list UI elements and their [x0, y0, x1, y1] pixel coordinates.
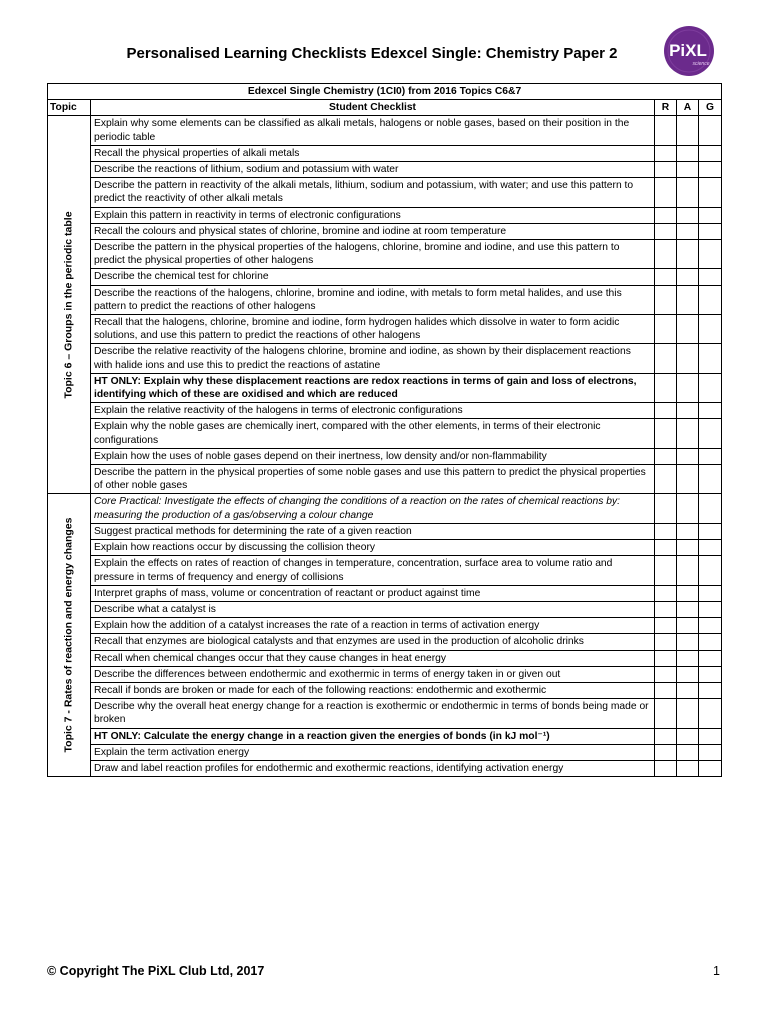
rag-cell-g[interactable]: [699, 403, 722, 419]
rag-cell-a[interactable]: [677, 145, 699, 161]
table-row: [48, 682, 722, 698]
checklist-table: [47, 83, 722, 777]
rag-cell-g[interactable]: [699, 618, 722, 634]
rag-cell-a[interactable]: [677, 285, 699, 314]
table-row: [48, 448, 722, 464]
checklist-item: Suggest practical methods for determining the rate of a given reaction: [91, 523, 655, 539]
checklist-item: Explain this pattern in reactivity in terms of electronic configurations: [91, 207, 655, 223]
table-row: [48, 494, 722, 523]
column-header-r: R: [655, 100, 677, 116]
table-row: [48, 315, 722, 344]
table-row: [48, 419, 722, 448]
checklist-item: Describe the pattern in the physical properties of some noble gases and use this pattern to predict the physical properties of other noble gases: [91, 465, 655, 494]
rag-cell-g[interactable]: [699, 269, 722, 285]
rag-cell-r[interactable]: [655, 373, 677, 402]
table-row: [48, 373, 722, 402]
rag-cell-g[interactable]: [699, 634, 722, 650]
rag-cell-r[interactable]: [655, 540, 677, 556]
table-row: [48, 285, 722, 314]
column-header-g: G: [699, 100, 722, 116]
checklist-item: HT ONLY: Explain why these displacement reactions are redox reactions in terms of gain and loss of electrons, identifying which of these are oxidised and which are reduced: [91, 373, 655, 402]
table-row: [48, 666, 722, 682]
checklist-item: Describe the differences between endothermic and exothermic in terms of energy taken in or given out: [91, 666, 655, 682]
table-row: [48, 585, 722, 601]
rag-cell-g[interactable]: [699, 315, 722, 344]
rag-cell-a[interactable]: [677, 666, 699, 682]
logo-subtext: science: [692, 61, 710, 67]
topic-label-cell: [48, 116, 91, 494]
rag-cell-a[interactable]: [677, 419, 699, 448]
rag-cell-r[interactable]: [655, 699, 677, 728]
rag-cell-a[interactable]: [677, 699, 699, 728]
rag-cell-a[interactable]: [677, 373, 699, 402]
column-header-checklist: Student Checklist: [91, 100, 655, 116]
table-row: [48, 540, 722, 556]
copyright-footer: © Copyright The PiXL Club Ltd, 2017: [47, 964, 265, 978]
rag-cell-r[interactable]: [655, 666, 677, 682]
table-row: [48, 178, 722, 207]
table-row: [48, 240, 722, 269]
checklist-item: Explain why the noble gases are chemically inert, compared with the other elements, in terms of their electronic configurations: [91, 419, 655, 448]
rag-cell-g[interactable]: [699, 465, 722, 494]
rag-cell-r[interactable]: [655, 207, 677, 223]
rag-cell-r[interactable]: [655, 448, 677, 464]
rag-cell-r[interactable]: [655, 403, 677, 419]
rag-cell-g[interactable]: [699, 585, 722, 601]
rag-cell-g[interactable]: [699, 556, 722, 585]
rag-cell-g[interactable]: [699, 760, 722, 776]
checklist-item: Describe the pattern in the physical properties of the halogens, chlorine, bromine and iodine, and use this pattern to predict the physical properties of other halogens: [91, 240, 655, 269]
table-row: [48, 116, 722, 145]
rag-cell-r[interactable]: [655, 315, 677, 344]
topic-label-cell: [48, 494, 91, 777]
checklist-item: Describe why the overall heat energy change for a reaction is exothermic or endothermic in terms of bonds being made or broken: [91, 699, 655, 728]
rag-cell-g[interactable]: [699, 116, 722, 145]
checklist-item: Draw and label reaction profiles for endothermic and exothermic reactions, identifying activation energy: [91, 760, 655, 776]
checklist-item: Explain the effects on rates of reaction of changes in temperature, concentration, surface area to volume ratio and pressure in terms of frequency and energy of collisions: [91, 556, 655, 585]
table-row: [48, 465, 722, 494]
rag-cell-a[interactable]: [677, 760, 699, 776]
checklist-item: Core Practical: Investigate the effects of changing the conditions of a reaction on the rates of chemical reactions by: measuring the production of a gas/observing a colour change: [91, 494, 655, 523]
checklist-item: HT ONLY: Calculate the energy change in a reaction given the energies of bonds (in kJ mol⁻¹): [91, 728, 655, 744]
checklist-item: Describe the reactions of the halogens, chlorine, bromine and iodine, with metals to form metal halides, and use this pattern to predict the reactions of other halogens: [91, 285, 655, 314]
rag-cell-g[interactable]: [699, 699, 722, 728]
rag-cell-g[interactable]: [699, 682, 722, 698]
column-header-a: A: [677, 100, 699, 116]
rag-cell-r[interactable]: [655, 223, 677, 239]
checklist-item: Recall the physical properties of alkali metals: [91, 145, 655, 161]
checklist-item: Explain the relative reactivity of the halogens in terms of electronic configurations: [91, 403, 655, 419]
rag-cell-g[interactable]: [699, 523, 722, 539]
rag-cell-g[interactable]: [699, 448, 722, 464]
rag-cell-g[interactable]: [699, 162, 722, 178]
rag-cell-g[interactable]: [699, 285, 722, 314]
table-row: [48, 744, 722, 760]
rag-cell-r[interactable]: [655, 116, 677, 145]
rag-cell-g[interactable]: [699, 240, 722, 269]
checklist-item: Describe the relative reactivity of the halogens chlorine, bromine and iodine, as shown by their displacement reactions with halide ions and use this to predict the reactions of astatine: [91, 344, 655, 373]
rag-cell-r[interactable]: [655, 465, 677, 494]
rag-cell-g[interactable]: [699, 650, 722, 666]
rag-cell-a[interactable]: [677, 523, 699, 539]
pixl-logo: [663, 25, 715, 77]
topic-label: Topic 6 – Groups in the periodic table: [62, 211, 75, 399]
rag-cell-g[interactable]: [699, 728, 722, 744]
rag-cell-a[interactable]: [677, 178, 699, 207]
checklist-item: Describe what a catalyst is: [91, 601, 655, 617]
rag-cell-r[interactable]: [655, 585, 677, 601]
rag-cell-g[interactable]: [699, 666, 722, 682]
table-row: [48, 403, 722, 419]
table-row: [48, 634, 722, 650]
rag-cell-r[interactable]: [655, 269, 677, 285]
rag-cell-g[interactable]: [699, 744, 722, 760]
rag-cell-g[interactable]: [699, 223, 722, 239]
rag-cell-r[interactable]: [655, 145, 677, 161]
table-row: [48, 145, 722, 161]
rag-cell-r[interactable]: [655, 162, 677, 178]
rag-cell-g[interactable]: [699, 601, 722, 617]
rag-cell-r[interactable]: [655, 601, 677, 617]
rag-cell-r[interactable]: [655, 728, 677, 744]
rag-cell-a[interactable]: [677, 556, 699, 585]
checklist-item: Recall the colours and physical states of chlorine, bromine and iodine at room temperature: [91, 223, 655, 239]
rag-cell-r[interactable]: [655, 556, 677, 585]
rag-cell-r[interactable]: [655, 240, 677, 269]
rag-cell-a[interactable]: [677, 618, 699, 634]
table-row: [48, 728, 722, 744]
rag-cell-a[interactable]: [677, 540, 699, 556]
topic-label: Topic 7 - Rates of reaction and energy changes: [62, 517, 75, 753]
rag-cell-a[interactable]: [677, 162, 699, 178]
checklist-item: Explain the term activation energy: [91, 744, 655, 760]
rag-cell-a[interactable]: [677, 601, 699, 617]
checklist-item: Explain how the uses of noble gases depend on their inertness, low density and/or non-flammability: [91, 448, 655, 464]
rag-cell-a[interactable]: [677, 465, 699, 494]
rag-cell-r[interactable]: [655, 682, 677, 698]
table-title: Edexcel Single Chemistry (1CI0) from 2016 Topics C6&7: [48, 84, 722, 100]
rag-cell-a[interactable]: [677, 223, 699, 239]
checklist-item: Recall that the halogens, chlorine, bromine and iodine, form hydrogen halides which dissolve in water to form acidic solutions, and use this pattern to predict the reactions of other halogens: [91, 315, 655, 344]
rag-cell-r[interactable]: [655, 618, 677, 634]
checklist-item: Recall when chemical changes occur that they cause changes in heat energy: [91, 650, 655, 666]
rag-cell-a[interactable]: [677, 650, 699, 666]
rag-cell-r[interactable]: [655, 178, 677, 207]
rag-cell-r[interactable]: [655, 419, 677, 448]
logo-text: PiXL: [669, 41, 707, 60]
checklist-item: Describe the reactions of lithium, sodium and potassium with water: [91, 162, 655, 178]
table-row: [48, 699, 722, 728]
checklist-item: Interpret graphs of mass, volume or concentration of reactant or product against time: [91, 585, 655, 601]
table-row: [48, 618, 722, 634]
rag-cell-r[interactable]: [655, 344, 677, 373]
rag-cell-a[interactable]: [677, 494, 699, 523]
rag-cell-r[interactable]: [655, 523, 677, 539]
page-title: Personalised Learning Checklists Edexcel Single: Chemistry Paper 2: [126, 45, 618, 62]
column-header-topic: Topic: [48, 100, 91, 116]
rag-cell-a[interactable]: [677, 744, 699, 760]
rag-cell-a[interactable]: [677, 585, 699, 601]
table-row: [48, 556, 722, 585]
rag-cell-a[interactable]: [677, 634, 699, 650]
table-row: [48, 601, 722, 617]
checklist-item: Explain how reactions occur by discussing the collision theory: [91, 540, 655, 556]
rag-cell-r[interactable]: [655, 634, 677, 650]
rag-cell-a[interactable]: [677, 448, 699, 464]
rag-cell-a[interactable]: [677, 682, 699, 698]
page-number: 1: [713, 964, 720, 978]
rag-cell-g[interactable]: [699, 419, 722, 448]
rag-cell-g[interactable]: [699, 344, 722, 373]
table-row: [48, 650, 722, 666]
table-row: [48, 223, 722, 239]
rag-cell-g[interactable]: [699, 540, 722, 556]
rag-cell-g[interactable]: [699, 373, 722, 402]
checklist-item: Explain how the addition of a catalyst increases the rate of a reaction in terms of activation energy: [91, 618, 655, 634]
rag-cell-r[interactable]: [655, 650, 677, 666]
table-row: [48, 207, 722, 223]
rag-cell-r[interactable]: [655, 285, 677, 314]
checklist-item: Recall if bonds are broken or made for each of the following reactions: endothermic and exothermic: [91, 682, 655, 698]
rag-cell-a[interactable]: [677, 207, 699, 223]
checklist-item: Describe the pattern in reactivity of the alkali metals, lithium, sodium and potassium, with water; and use this pattern to predict the reactivity of other alkali metals: [91, 178, 655, 207]
rag-cell-g[interactable]: [699, 494, 722, 523]
checklist-item: Explain why some elements can be classified as alkali metals, halogens or noble gases, based on their position in the periodic table: [91, 116, 655, 145]
table-row: [48, 269, 722, 285]
rag-cell-a[interactable]: [677, 344, 699, 373]
checklist-item: Describe the chemical test for chlorine: [91, 269, 655, 285]
rag-cell-a[interactable]: [677, 728, 699, 744]
table-row: [48, 162, 722, 178]
rag-cell-g[interactable]: [699, 145, 722, 161]
table-row: [48, 760, 722, 776]
rag-cell-g[interactable]: [699, 207, 722, 223]
rag-cell-r[interactable]: [655, 744, 677, 760]
rag-cell-g[interactable]: [699, 178, 722, 207]
table-row: [48, 344, 722, 373]
rag-cell-a[interactable]: [677, 315, 699, 344]
rag-cell-a[interactable]: [677, 269, 699, 285]
table-row: [48, 523, 722, 539]
checklist-item: Recall that enzymes are biological catalysts and that enzymes are used in the production of alcoholic drinks: [91, 634, 655, 650]
rag-cell-a[interactable]: [677, 403, 699, 419]
rag-cell-r[interactable]: [655, 494, 677, 523]
rag-cell-r[interactable]: [655, 760, 677, 776]
rag-cell-a[interactable]: [677, 240, 699, 269]
rag-cell-a[interactable]: [677, 116, 699, 145]
